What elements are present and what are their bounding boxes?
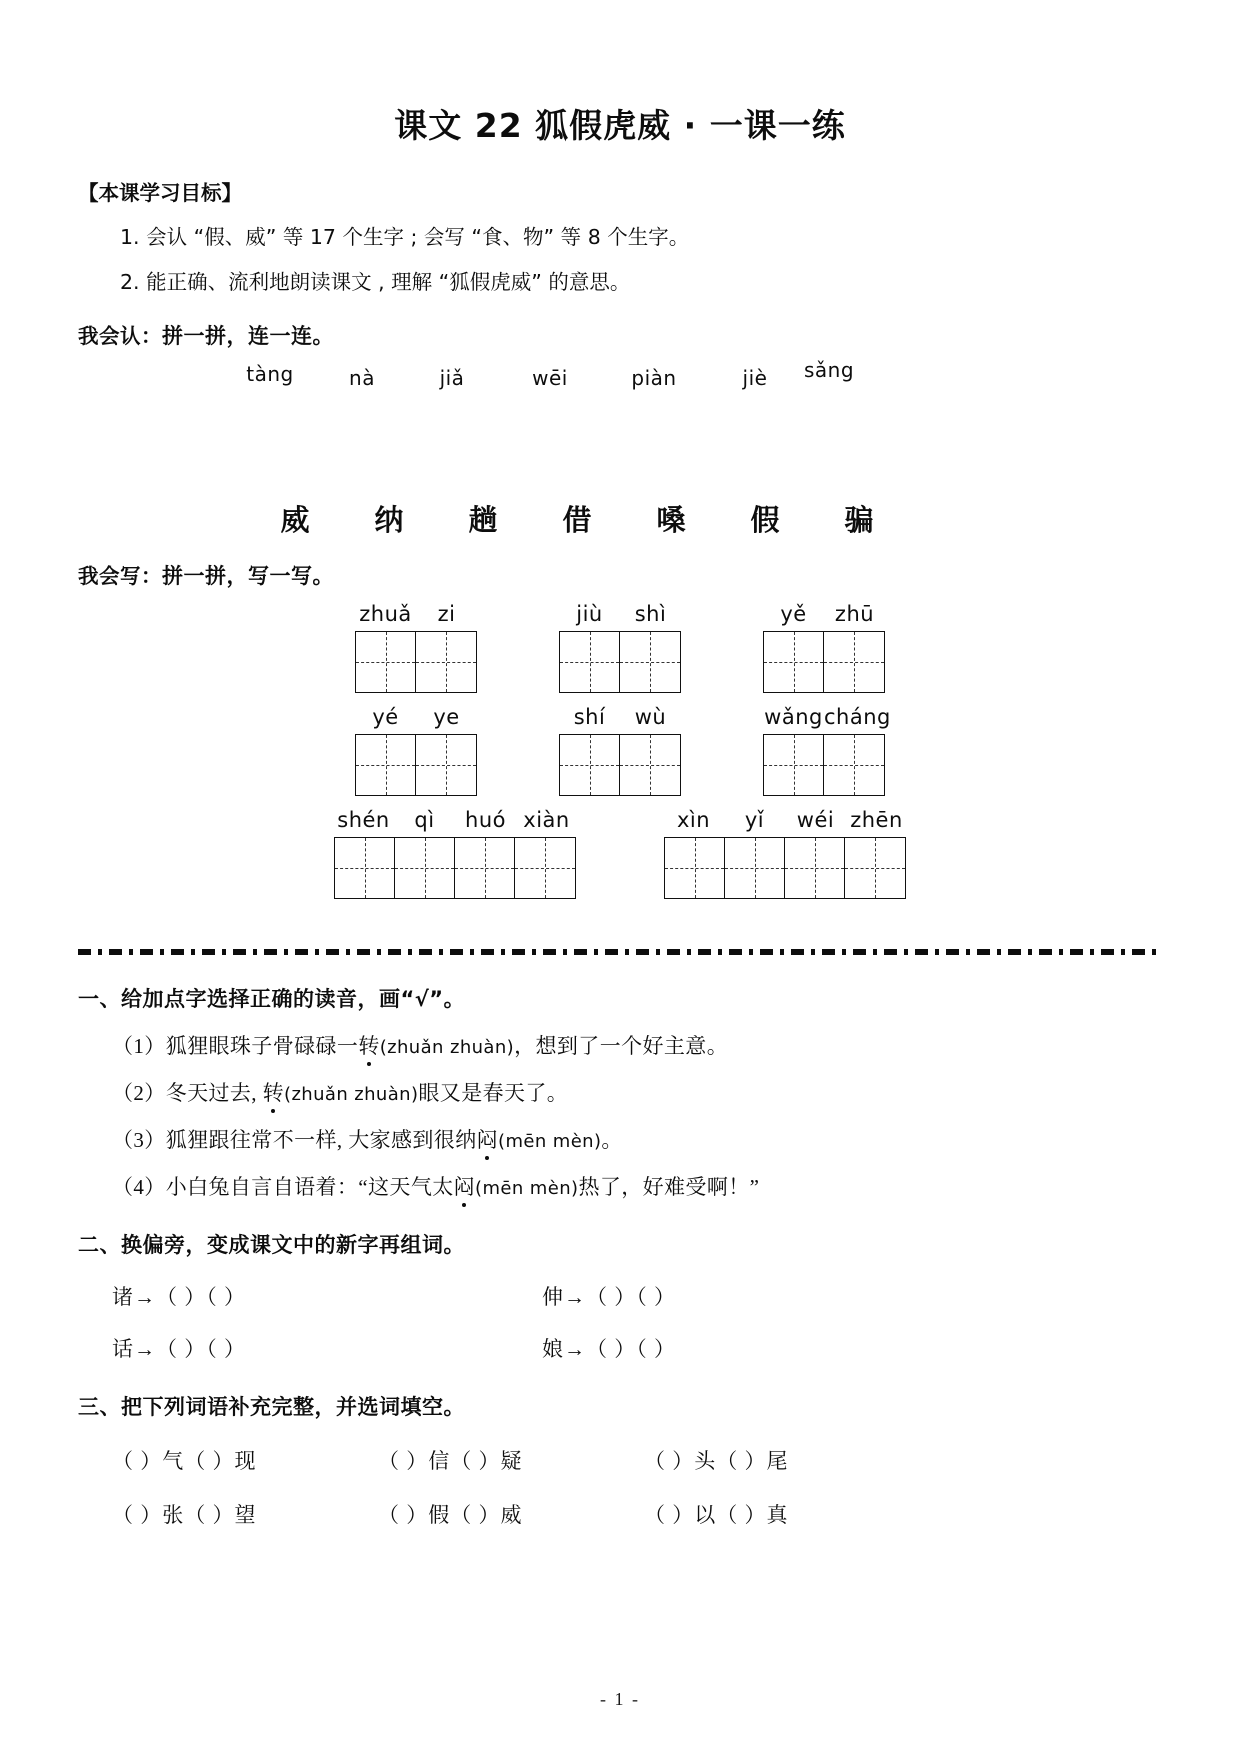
- item-text-pre: 冬天过去,: [165, 1080, 263, 1105]
- tianzige-cell[interactable]: [665, 838, 725, 898]
- pinyin-options[interactable]: (zhuǎn zhuàn): [284, 1083, 419, 1105]
- tianzige-cell[interactable]: [560, 735, 620, 795]
- grid-pinyin: [333, 808, 577, 832]
- idiom-fill-row: [78, 1499, 1162, 1529]
- idiom-item[interactable]: （ ）气（ ）现: [112, 1448, 257, 1473]
- match-exercise: [0, 357, 1240, 539]
- tianzige-2[interactable]: [559, 734, 681, 796]
- tianzige-cell[interactable]: [515, 838, 575, 898]
- exercise-2-heading: 二、换偏旁，变成课文中的新字再组词。: [78, 1232, 465, 1257]
- tianzige-cell[interactable]: [824, 632, 884, 692]
- tianzige-cell[interactable]: [785, 838, 845, 898]
- pinyin-syllable: yǐ: [744, 807, 765, 832]
- recognize-prompt: [0, 319, 1240, 350]
- tianzige-2[interactable]: [355, 734, 477, 796]
- pinyin-options[interactable]: (mēn mèn): [498, 1130, 602, 1152]
- tianzige-cell[interactable]: [824, 735, 884, 795]
- write-prompt-rest: 拼一拼，写一写。: [162, 563, 334, 588]
- writing-grid-group: [559, 602, 681, 693]
- idiom-item[interactable]: （ ）信（ ）疑: [378, 1448, 523, 1473]
- pinyin-syllable: wéi: [796, 807, 835, 832]
- grid-pinyin: [355, 602, 477, 626]
- hanzi-token: 威: [280, 502, 310, 537]
- writing-grid-group: [333, 808, 577, 899]
- tianzige-2[interactable]: [355, 631, 477, 693]
- idiom-item[interactable]: （ ）以（ ）真: [644, 1502, 789, 1527]
- pinyin-syllable: shí: [573, 704, 606, 729]
- tianzige-cell[interactable]: [845, 838, 905, 898]
- pinyin-syllable: xiàn: [523, 807, 570, 832]
- pinyin-token: tàng: [246, 361, 294, 386]
- grid-spacer: [477, 705, 559, 796]
- tianzige-cell[interactable]: [416, 735, 476, 795]
- item-text-post: 眼又是春天了。: [418, 1080, 569, 1105]
- radical-item[interactable]: 诸→（ ）（ ）: [112, 1284, 246, 1309]
- writing-grid-group: [355, 705, 477, 796]
- item-text-pre: 狐狸眼珠子骨碌碌一: [165, 1033, 359, 1058]
- tianzige-cell[interactable]: [416, 632, 476, 692]
- grid-spacer: [477, 602, 559, 693]
- tianzige-cell[interactable]: [356, 735, 416, 795]
- radical-change-row: [78, 1333, 1162, 1363]
- hanzi-token: 骗: [844, 502, 874, 537]
- item-text-post: ，想到了一个好主意。: [514, 1033, 729, 1058]
- writing-grid-group: [355, 602, 477, 693]
- hanzi-token: 假: [750, 502, 780, 537]
- pinyin-syllable: shén: [337, 807, 390, 832]
- pinyin-token: sǎng: [804, 357, 855, 382]
- radical-item[interactable]: 娘→（ ）（ ）: [542, 1336, 676, 1361]
- exercise-3-heading: 三、把下列词语补充完整，并选词填空。: [78, 1394, 465, 1419]
- recognize-prompt-lead: 我会认：: [78, 323, 162, 348]
- tianzige-cell[interactable]: [455, 838, 515, 898]
- grid-spacer: [577, 808, 663, 899]
- grid-pinyin: [559, 602, 681, 626]
- write-prompt-lead: 我会写：: [78, 563, 162, 588]
- item-number: （3）: [112, 1127, 166, 1152]
- tianzige-cell[interactable]: [335, 838, 395, 898]
- pinyin-token: nà: [349, 365, 375, 390]
- dotted-char[interactable]: 转: [263, 1077, 284, 1107]
- tianzige-cell[interactable]: [620, 632, 680, 692]
- writing-grid-group: [663, 808, 907, 899]
- hanzi-token: 纳: [374, 502, 404, 537]
- item-number: （2）: [112, 1080, 166, 1105]
- tianzige-cell[interactable]: [356, 632, 416, 692]
- writing-grid-group: [763, 602, 885, 693]
- writing-grid-group: [559, 705, 681, 796]
- hanzi-token: 嗓: [656, 502, 686, 537]
- tianzige-cell[interactable]: [560, 632, 620, 692]
- radical-change-row: [78, 1281, 1162, 1311]
- radical-item[interactable]: 伸→（ ）（ ）: [542, 1284, 676, 1309]
- dotted-char[interactable]: 闷: [477, 1124, 498, 1154]
- tianzige-cell[interactable]: [725, 838, 785, 898]
- pinyin-syllable: shì: [634, 601, 667, 626]
- radical-item[interactable]: 话→（ ）（ ）: [112, 1336, 246, 1361]
- pinyin-syllable: zhuǎ: [359, 601, 412, 626]
- hanzi-token: 借: [562, 502, 592, 537]
- write-prompt: [0, 559, 1240, 590]
- recognize-hanzi-row: [0, 498, 1240, 539]
- grid-spacer: [681, 705, 763, 796]
- pinyin-syllable: wǎng: [764, 704, 823, 729]
- exercise-1-item: [78, 1124, 1162, 1154]
- writing-grid-group: [763, 704, 891, 796]
- item-text-pre: 狐狸跟往常不一样, 大家感到很纳: [165, 1127, 477, 1152]
- objectives-heading: 【本课学习目标】: [78, 181, 242, 206]
- dotted-char[interactable]: 闷: [454, 1171, 475, 1201]
- pinyin-syllable: qì: [414, 807, 435, 832]
- idiom-item[interactable]: （ ）张（ ）望: [112, 1502, 257, 1527]
- pinyin-token: piàn: [631, 365, 677, 390]
- tianzige-4[interactable]: [334, 837, 576, 899]
- item-number: （4）: [112, 1174, 166, 1199]
- item-text-post: 。: [601, 1127, 623, 1152]
- grid-pinyin: [763, 704, 891, 729]
- tianzige-cell[interactable]: [764, 632, 824, 692]
- exercise-1-heading: 一、给加点字选择正确的读音，画“√”。: [78, 986, 466, 1011]
- idiom-fill-row: [78, 1445, 1162, 1475]
- pinyin-options[interactable]: (zhuǎn zhuàn): [379, 1036, 515, 1058]
- item-text-pre: 小白兔自言自语着：“这天气太: [165, 1174, 454, 1199]
- tianzige-cell[interactable]: [395, 838, 455, 898]
- exercise-1-item: [78, 1171, 1162, 1201]
- writing-grid-row: [0, 808, 1240, 899]
- tianzige-2[interactable]: [763, 734, 885, 796]
- pinyin-syllable: huó: [465, 807, 506, 832]
- tianzige-cell[interactable]: [620, 735, 680, 795]
- writing-grid-row: [0, 705, 1240, 796]
- tianzige-2[interactable]: [559, 631, 681, 693]
- pinyin-syllable: zi: [437, 601, 456, 626]
- pinyin-syllable: ye: [433, 704, 460, 729]
- writing-grid-row: [0, 602, 1240, 693]
- pinyin-options[interactable]: (mēn mèn): [475, 1177, 579, 1199]
- exercise-1-item: [78, 1030, 1162, 1060]
- pinyin-syllable: yě: [780, 601, 807, 626]
- idiom-item[interactable]: （ ）头（ ）尾: [644, 1448, 789, 1473]
- pinyin-token: jiǎ: [439, 365, 465, 390]
- pinyin-syllable: zhū: [834, 601, 875, 626]
- objective-item: 2. 能正确、流利地朗读课文 , 理解 “狐假虎威” 的意思。: [120, 269, 631, 294]
- pinyin-syllable: jiù: [576, 601, 603, 626]
- pinyin-token: jiè: [742, 365, 768, 390]
- recognize-pinyin-row: [0, 357, 1240, 390]
- page-title: 课文 22 狐假虎威 · 一课一练: [394, 106, 846, 145]
- pinyin-syllable: wù: [634, 704, 667, 729]
- exercise-section: [0, 983, 1240, 1529]
- grid-pinyin: [763, 602, 885, 626]
- pinyin-syllable: cháng: [824, 704, 891, 729]
- pinyin-syllable: zhēn: [850, 807, 903, 832]
- tianzige-cell[interactable]: [764, 735, 824, 795]
- tianzige-2[interactable]: [763, 631, 885, 693]
- recognize-prompt-rest: 拼一拼，连一连。: [162, 323, 334, 348]
- idiom-item[interactable]: （ ）假（ ）威: [378, 1502, 523, 1527]
- grid-pinyin: [663, 808, 907, 832]
- dotted-char[interactable]: 转: [358, 1030, 379, 1060]
- pinyin-syllable: xìn: [676, 807, 711, 832]
- section-divider: [78, 949, 1162, 955]
- grid-pinyin: [559, 705, 681, 729]
- learning-objectives: [0, 178, 1240, 298]
- pinyin-syllable: yé: [372, 704, 399, 729]
- objective-item: 1. 会认 “假、威” 等 17 个生字 ; 会写 “食、物” 等 8 个生字。: [120, 225, 690, 250]
- exercise-1-item: [78, 1077, 1162, 1107]
- item-text-post: 热了，好难受啊！”: [578, 1174, 760, 1199]
- grid-spacer: [681, 602, 763, 693]
- grid-pinyin: [355, 705, 477, 729]
- hanzi-token: 趟: [468, 502, 498, 537]
- page-number: - 1 -: [600, 1689, 640, 1709]
- tianzige-4[interactable]: [664, 837, 906, 899]
- pinyin-token: wēi: [532, 365, 568, 390]
- item-number: （1）: [112, 1033, 166, 1058]
- writing-grid-area: [0, 602, 1240, 899]
